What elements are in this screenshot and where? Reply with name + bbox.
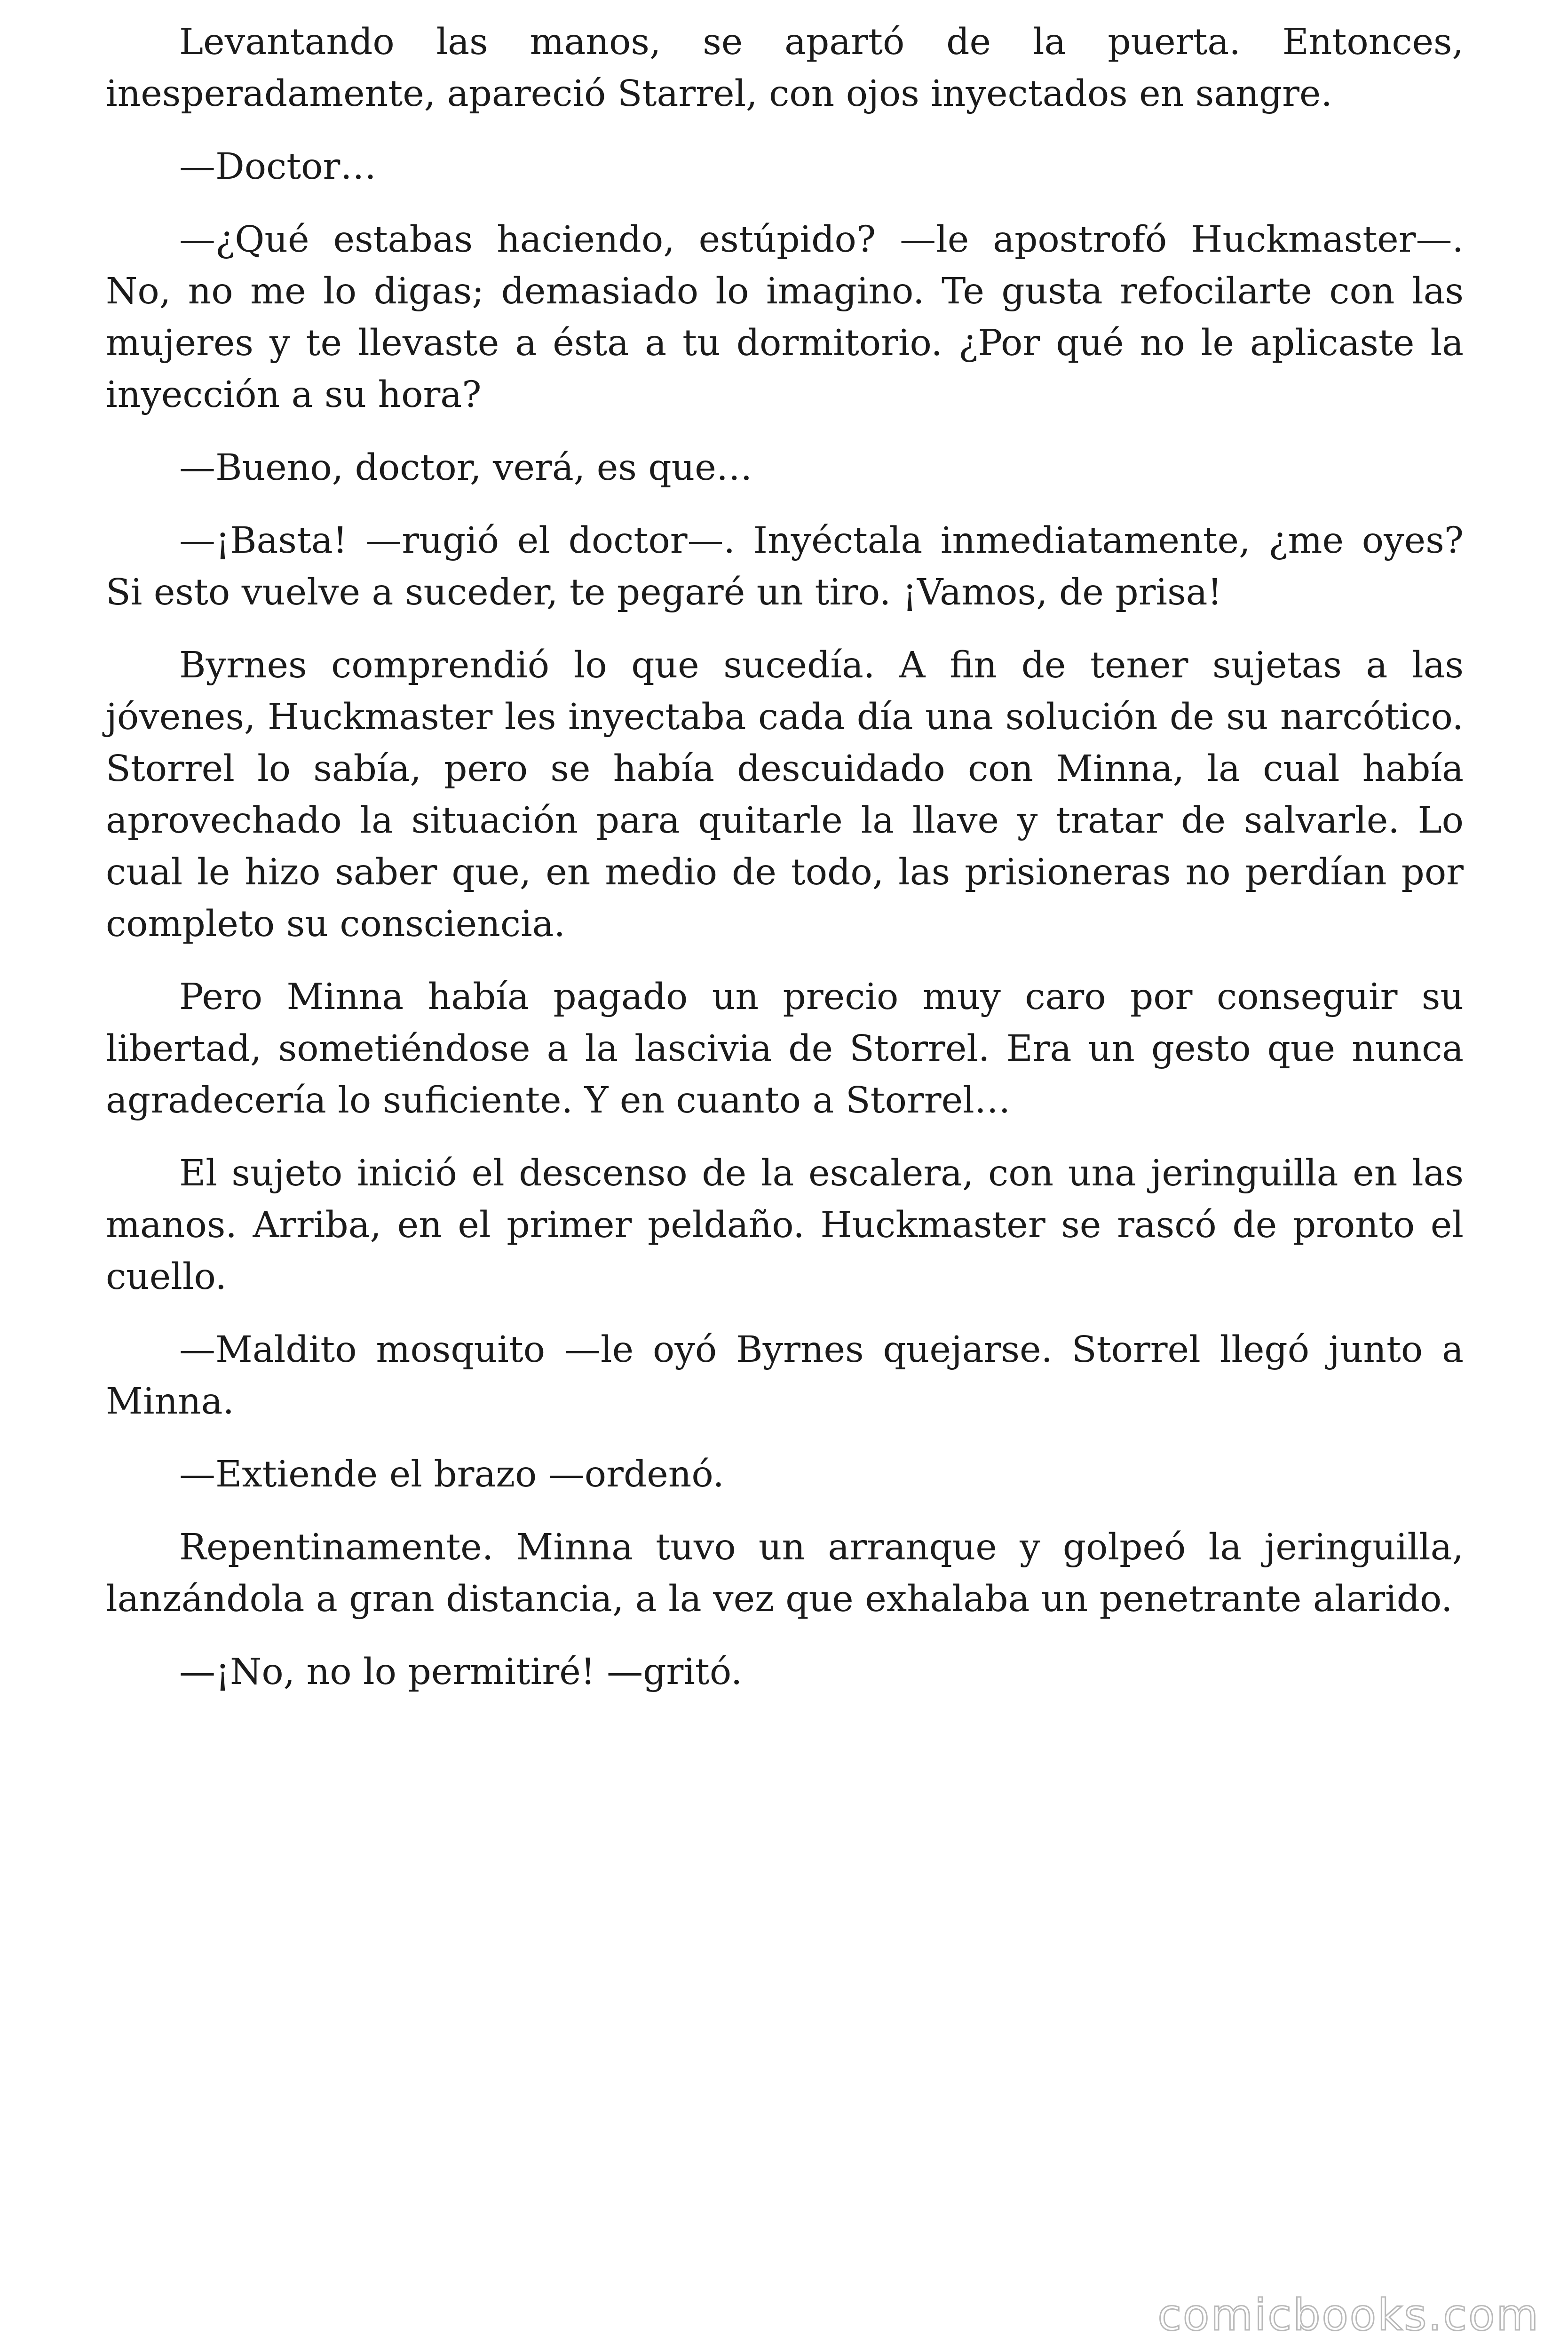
- page-body: [106, 16, 1464, 1719]
- paragraph: El sujeto inició el descenso de la escalera, con una jeringuilla en las manos. Arriba, en el primer peldaño. Huckmaster se rascó de pronto el cuello.: [106, 1152, 1464, 1298]
- paragraph: Repentinamente. Minna tuvo un arranque y golpeó la jeringuilla, lanzándola a gran distancia, a la vez que exhalaba un penetrante alarido.: [106, 1526, 1464, 1620]
- paragraph: Byrnes comprendió lo que sucedía. A fin de tener sujetas a las jóvenes, Huckmaster les inyectaba cada día una solución de su narcótico. Storrel lo sabía, pero se había descuidado con Minna, la cual había aprovechado la situación para quitarle la llave y tratar de salvarle. Lo cual le hizo saber que, en medio de todo, las prisioneras no perdían por completo su consciencia.: [106, 644, 1464, 945]
- paragraph: —¡No, no lo permitiré! —gritó.: [179, 1651, 743, 1693]
- paragraph: —¿Qué estabas haciendo, estúpido? —le apostrofó Huckmaster—. No, no me lo digas; demasiado lo imagino. Te gusta refocilarte con las mujeres y te llevaste a ésta a tu dormitorio. ¿Por qué no le aplicaste la inyección a su hora?: [106, 219, 1464, 416]
- paragraph: —¡Basta! —rugió el doctor—. Inyéctala inmediatamente, ¿me oyes? Si esto vuelve a suceder, te pegaré un tiro. ¡Vamos, de prisa!: [106, 520, 1464, 613]
- paragraph: —Doctor…: [179, 146, 377, 188]
- paragraph: Levantando las manos, se apartó de la puerta. Entonces, inesperadamente, apareció Starrel, con ojos inyectados en sangre.: [106, 21, 1464, 115]
- paragraph: —Bueno, doctor, verá, es que…: [179, 447, 752, 489]
- paragraph: —Maldito mosquito —le oyó Byrnes quejarse. Storrel llegó junto a Minna.: [106, 1329, 1464, 1422]
- paragraph: —Extiende el brazo —ordenó.: [179, 1454, 724, 1495]
- paragraph: Pero Minna había pagado un precio muy caro por conseguir su libertad, sometiéndose a la lascivia de Storrel. Era un gesto que nunca agradecería lo suficiente. Y en cuanto a Storrel…: [106, 976, 1464, 1121]
- watermark: comicbooks.com: [1157, 2290, 1540, 2340]
